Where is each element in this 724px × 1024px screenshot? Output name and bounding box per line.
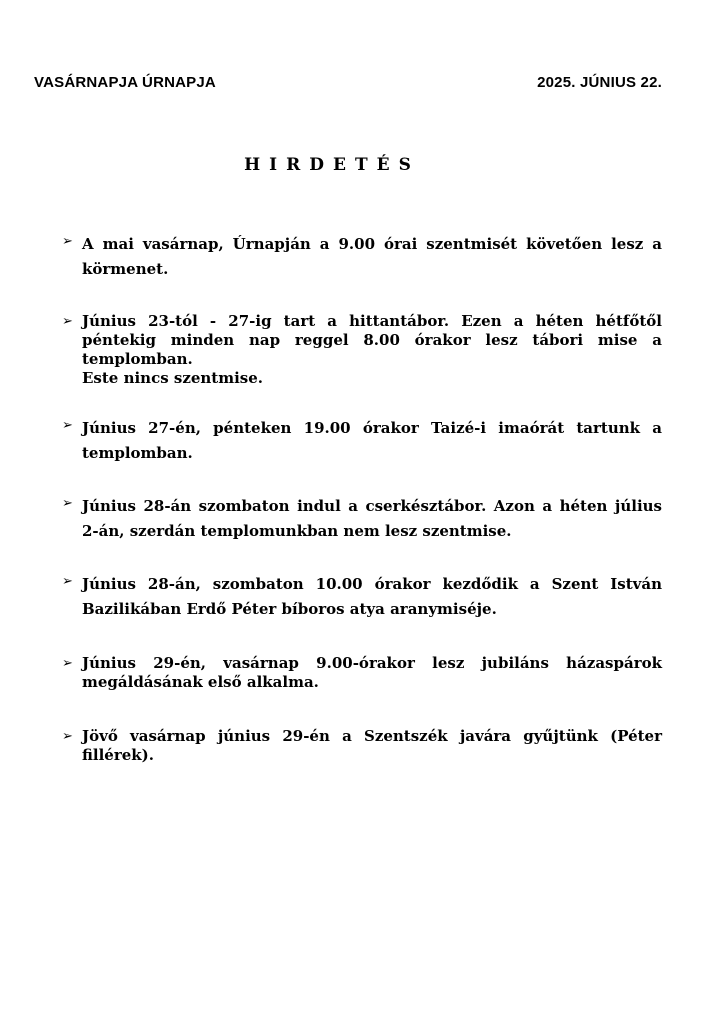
- item-extra-text: Este nincs szentmise.: [82, 369, 264, 387]
- item-text: Jövő vasárnap június 29-én a Szentszék javára gyűjtünk (Péter fillérek).: [82, 727, 662, 764]
- arrow-bullet-icon: ➢: [62, 418, 73, 433]
- arrow-bullet-icon: ➢: [62, 496, 73, 511]
- item-text: A mai vasárnap, Úrnapján a 9.00 órai szentmisét követően lesz a körmenet.: [82, 235, 662, 278]
- arrow-bullet-icon: ➢: [62, 574, 73, 589]
- arrow-bullet-icon: ➢: [62, 656, 73, 671]
- header-date: 2025. JÚNIUS 22.: [537, 74, 662, 91]
- item-main-text: Június 23-tól - 27-ig tart a hittantábor. Ezen a héten hétfőtől péntekig minden nap reggel 8.00 órakor lesz tábori mise a templomban.: [82, 312, 662, 368]
- arrow-bullet-icon: ➢: [62, 729, 73, 744]
- item-text: Június 28-án, szombaton 10.00 órakor kezdődik a Szent István Bazilikában Erdő Péter bíboros atya aranymiséje.: [82, 575, 662, 618]
- item-text: Június 29-én, vasárnap 9.00-órakor lesz jubiláns házaspárok megáldásának első alkalma.: [82, 654, 662, 691]
- item-text: Június 27-én, pénteken 19.00 órakor Taizé-i imaórát tartunk a templomban.: [82, 419, 662, 462]
- item-text: Június 28-án szombaton indul a cserkésztábor. Azon a héten július 2-án, szerdán templomunkban nem lesz szentmise.: [82, 497, 662, 540]
- arrow-bullet-icon: ➢: [62, 314, 73, 329]
- arrow-bullet-icon: ➢: [62, 234, 73, 249]
- item-text: [82, 312, 662, 388]
- page-title: HIRDETÉS: [244, 155, 420, 175]
- header-occasion: VASÁRNAPJA ÚRNAPJA: [34, 74, 216, 91]
